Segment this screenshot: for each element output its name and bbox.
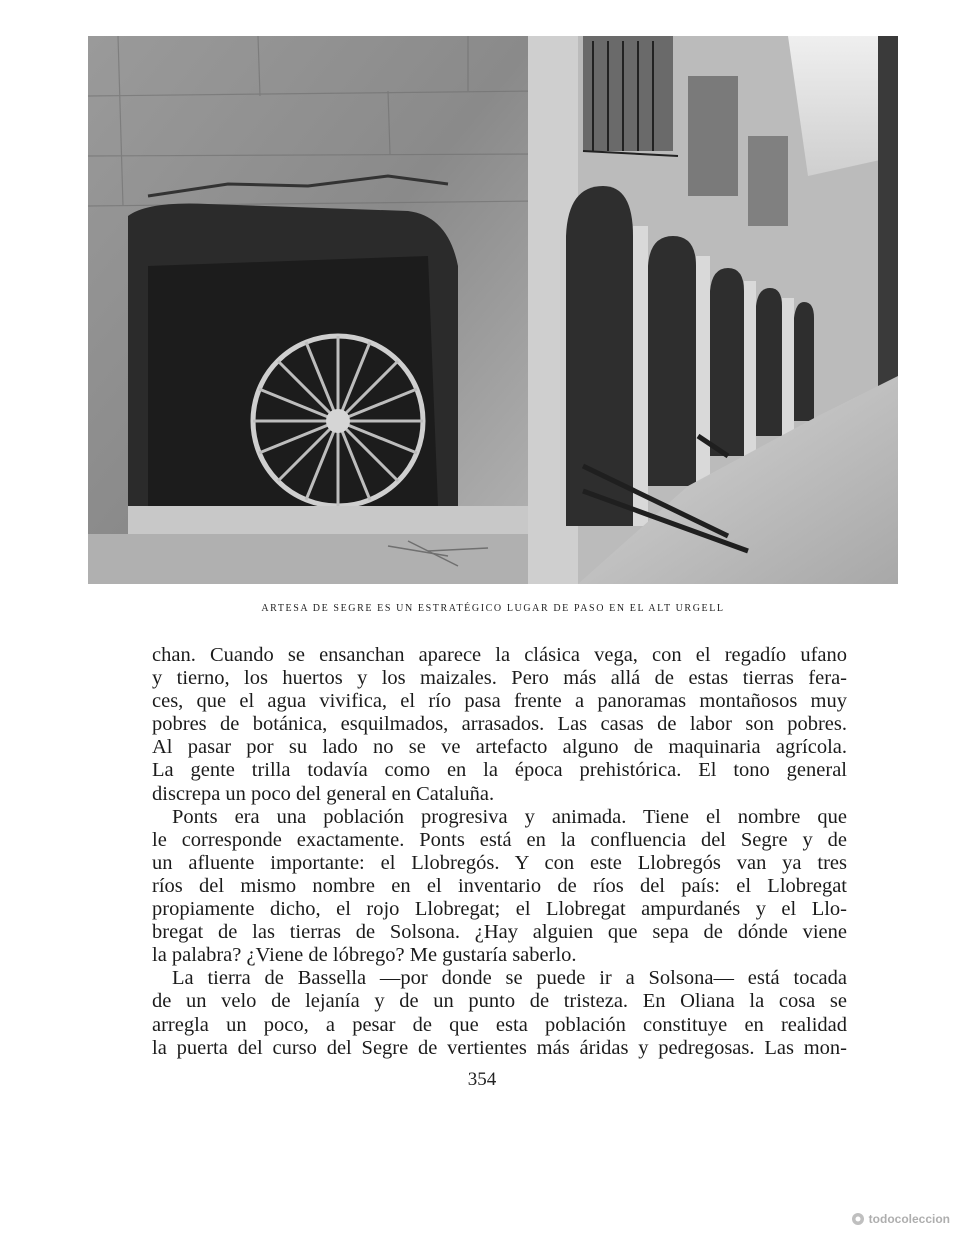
text-line: un afluente importante: el Llobregós. Y con este Llobregós van ya tres	[152, 851, 847, 874]
text-line: ríos del mismo nombre en el inventario de ríos del país: el Llobregat	[152, 874, 847, 897]
page-number: 354	[467, 1069, 497, 1090]
todocoleccion-logo-icon	[851, 1212, 865, 1226]
photograph	[88, 36, 898, 584]
text-line: Al pasar por su lado no se ve artefacto alguno de maquinaria agrícola.	[152, 736, 847, 759]
text-line: le corresponde exactamente. Ponts está en la confluencia del Segre y de	[152, 828, 847, 851]
watermark-text: todocoleccion	[868, 1212, 950, 1226]
text-line: ces, que el agua vivifica, el río pasa frente a panoramas montañosos muy	[152, 690, 847, 713]
body-text	[152, 644, 847, 1060]
text-line: propiamente dicho, el rojo Llobregat; el Llobregat ampurdanés y el Llo-	[152, 898, 847, 921]
watermark	[851, 1212, 950, 1226]
text-line: La gente trilla todavía como en la época prehistórica. El tono general	[152, 759, 847, 782]
text-line: bregat de las tierras de Solsona. ¿Hay alguien que sepa de dónde viene	[152, 921, 847, 944]
photo-caption: ARTESA DE SEGRE ES UN ESTRATÉGICO LUGAR DE PASO EN EL ALT URGELL	[261, 603, 725, 614]
text-line: de un velo de lejanía y de un punto de tristeza. En Oliana la cosa se	[152, 990, 847, 1013]
text-line: Ponts era una población progresiva y animada. Tiene el nombre que	[172, 805, 847, 828]
text-line: la palabra? ¿Viene de lóbrego? Me gustaría saberlo.	[152, 944, 577, 967]
text-line: pobres de botánica, esquilmados, arrasados. Las casas de labor son pobres.	[152, 713, 847, 736]
text-line: la puerta del curso del Segre de vertientes más áridas y pedregosas. Las mon-	[152, 1036, 847, 1059]
text-line: La tierra de Bassella —por donde se puede ir a Solsona— está tocada	[172, 967, 847, 990]
text-line: discrepa un poco del general en Cataluña.	[152, 782, 495, 805]
arcade-street-photo	[88, 36, 898, 584]
text-line: y tierno, los huertos y los maizales. Pero más allá de estas tierras fera-	[152, 667, 847, 690]
text-line: arregla un poco, a pesar de que esta población constituye en realidad	[152, 1013, 847, 1036]
text-line: chan. Cuando se ensanchan aparece la clásica vega, con el regadío ufano	[152, 644, 847, 666]
